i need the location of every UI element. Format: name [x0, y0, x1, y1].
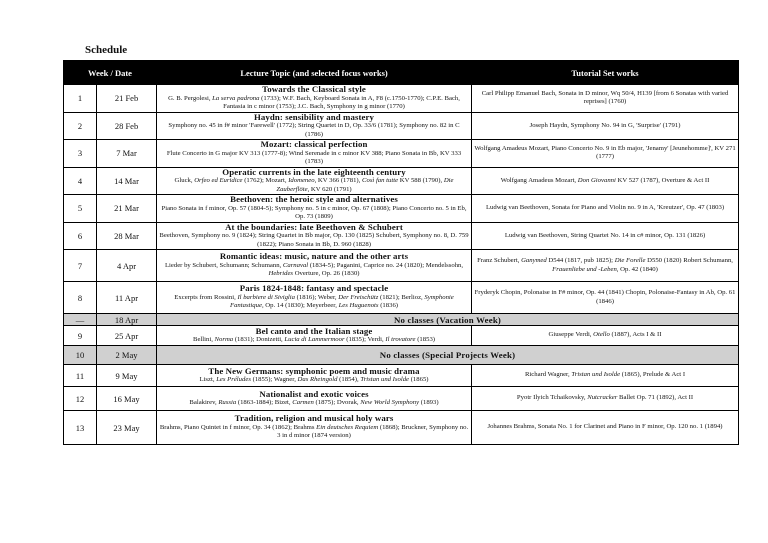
lecture-title: Mozart: classical perfection	[260, 139, 368, 149]
week-date: 18 Apr	[97, 314, 157, 326]
tutorial-cell: Johannes Brahms, Sonata No. 1 for Clarinet and Piano in F minor, Op. 120 no. 1 (1894)	[472, 411, 739, 445]
week-number: 1	[64, 85, 97, 113]
week-date: 23 May	[97, 411, 157, 445]
lecture-works: Flute Concerto in G major KV 313 (1777-8); Wind Serenade in c minor KV 388; Piano Sonata in Bb, KV 333 (1783)	[166, 149, 462, 165]
tutorial-cell: Joseph Haydn, Symphony No. 94 in G, 'Surprise' (1791)	[472, 112, 739, 140]
table-row	[64, 112, 739, 140]
lecture-cell	[157, 195, 472, 223]
no-classes-label: No classes (Special Projects Week)	[157, 346, 739, 365]
week-date: 28 Feb	[97, 112, 157, 140]
week-number: 7	[64, 250, 97, 282]
week-date: 14 Mar	[97, 167, 157, 195]
tutorial-cell: Ludwig van Beethoven, String Quartet No. 14 in c# minor, Op. 131 (1826)	[472, 222, 739, 250]
lecture-title: Romantic ideas: music, nature and the other arts	[219, 251, 409, 262]
lecture-cell	[157, 250, 472, 282]
lecture-title: Bel canto and the Italian stage	[255, 325, 373, 336]
tutorial-cell: Fryderyk Chopin, Polonaise in F# minor, Op. 44 (1841) Chopin, Polonaise-Fantasy in Ab, Op. 61 (1846)	[472, 282, 739, 314]
table-row	[64, 314, 739, 326]
lecture-works: Gluck, Orfeo ed Euridice (1762); Mozart, Idomeneo, KV 366 (1781), Così fan tutte KV 588 (1790), Die Zauberflöte, KV 620 (1791)	[174, 177, 454, 193]
table-row	[64, 365, 739, 387]
table-row	[64, 250, 739, 282]
table-row	[64, 282, 739, 314]
week-date: 9 May	[97, 365, 157, 387]
lecture-works: Balakirev, Russia (1863-1884); Bizet, Carmen (1875); Dvorak, New World Symphony (1893)	[189, 399, 439, 406]
week-number: 8	[64, 282, 97, 314]
lecture-works: Lieder by Schubert, Schumann; Schumann, Carnaval (1834-5); Paganini, Caprice no. 24 (1820); Mendelssohn, Hebrides Overture, Op. 26 (1830)	[164, 261, 464, 278]
week-date: 2 May	[97, 346, 157, 365]
lecture-cell	[157, 222, 472, 250]
lecture-works: G. B. Pergolesi, La serva padrona (1733); W.F. Bach, Keyboard Sonata in A, F8 (c.1750-1770); C.P.E. Bach, Fantasia in c minor (1753); J.C. Bach, Symphony in g minor (1770)	[168, 94, 460, 110]
lecture-cell	[157, 387, 472, 411]
lecture-title: The New Germans: symphonic poem and music drama	[208, 365, 420, 376]
lecture-works: Excerpts from Rossini, Il barbiere di Siviglia (1816); Weber, Der Freischütz (1821); Berlioz, Symphonie Fantastique, Op. 14 (1830); Meyerbeer, Les Huguenots (1836)	[174, 293, 454, 310]
lecture-works: Bellini, Norma (1831); Donizetti, Lucia di Lammermoor (1835); Verdi, Il trovatore (1853)	[192, 336, 436, 343]
lecture-title: Beethoven: the heroic style and alternatives	[230, 194, 398, 204]
lecture-cell	[157, 326, 472, 346]
lecture-title: Towards the Classical style	[262, 84, 366, 94]
week-date: 4 Apr	[97, 250, 157, 282]
table-row	[64, 85, 739, 113]
lecture-cell	[157, 365, 472, 387]
week-date: 21 Feb	[97, 85, 157, 113]
lecture-works: Liszt, Les Préludes (1855); Wagner, Das Rheingold (1854), Tristan und Isolde (1865)	[199, 376, 429, 383]
table-row	[64, 167, 739, 195]
lecture-works: Brahms, Piano Quintet in f minor, Op. 34 (1862); Brahms Ein deutsches Requiem (1868); Bruckner, Symphony no. 3 in d minor (1874 version)	[159, 423, 469, 440]
week-number: 11	[64, 365, 97, 387]
lecture-title: Operatic currents in the late eighteenth century	[222, 167, 406, 177]
lecture-cell	[157, 112, 472, 140]
table-row	[64, 195, 739, 223]
header-row	[64, 61, 739, 85]
week-date: 28 Mar	[97, 222, 157, 250]
lecture-cell	[157, 85, 472, 113]
tutorial-cell: Ludwig van Beethoven, Sonata for Piano and Violin no. 9 in A, 'Kreutzer', Op. 47 (1803)	[472, 195, 739, 223]
tutorial-cell: Richard Wagner, Tristan und Isolde (1865), Prelude & Act I	[472, 365, 739, 387]
no-classes-label: No classes (Vacation Week)	[157, 314, 739, 326]
week-date: 7 Mar	[97, 140, 157, 168]
header-tutorial: Tutorial Set works	[472, 61, 739, 85]
table-row	[64, 411, 739, 445]
tutorial-cell: Wolfgang Amadeus Mozart, Don Giovanni KV 527 (1787), Overture & Act II	[472, 167, 739, 195]
lecture-title: Haydn: sensibility and mastery	[253, 112, 375, 122]
table-row	[64, 222, 739, 250]
tutorial-cell: Carl Philipp Emanuel Bach, Sonata in D minor, Wq 50/4, H139 [from 6 Sonatas with varied reprises] (1760)	[472, 85, 739, 113]
tutorial-cell: Pyotr Ilyich Tchaikovsky, Nutcracker Ballet Op. 71 (1892), Act II	[472, 387, 739, 411]
lecture-cell	[157, 411, 472, 445]
header-week: Week / Date	[64, 61, 157, 85]
week-number: 10	[64, 346, 97, 365]
lecture-cell	[157, 282, 472, 314]
header-lecture: Lecture Topic (and selected focus works)	[157, 61, 472, 85]
lecture-works: Symphony no. 45 in f# minor 'Farewell' (1772); String Quartet in D, Op. 33/6 (1781); Symphony no. 82 in C (1786)	[168, 122, 460, 138]
week-number: 4	[64, 167, 97, 195]
lecture-cell	[157, 140, 472, 168]
table-row	[64, 326, 739, 346]
tutorial-cell: Franz Schubert, Ganymed D544 (1817, pub 1825); Die Forelle D550 (1820) Robert Schumann, Frauenliebe und -Leben, Op. 42 (1840)	[472, 250, 739, 282]
week-number: 13	[64, 411, 97, 445]
week-date: 16 May	[97, 387, 157, 411]
week-number: —	[64, 314, 97, 326]
table-row	[64, 346, 739, 365]
week-number: 2	[64, 112, 97, 140]
lecture-works: Beethoven, Symphony no. 9 (1824); String Quartet in Bb major, Op. 130 (1825) Schubert, Symphony no. 8, D. 759 (1822); Piano Sonata in Bb, D. 960 (1828)	[159, 232, 469, 248]
week-number: 3	[64, 140, 97, 168]
lecture-cell	[157, 167, 472, 195]
schedule-body	[64, 85, 739, 445]
week-date: 21 Mar	[97, 195, 157, 223]
week-number: 12	[64, 387, 97, 411]
tutorial-cell: Wolfgang Amadeus Mozart, Piano Concerto No. 9 in Eb major, 'Jenamy' [Jeunehomme]', KV 271 (1777)	[472, 140, 739, 168]
lecture-title: At the boundaries: late Beethoven & Schubert	[225, 222, 403, 232]
lecture-works: Piano Sonata in f minor, Op. 57 (1804-5); Symphony no. 5 in c minor, Op. 67 (1808); Piano Concerto no. 5 in Eb, Op. 73 (1809)	[161, 204, 467, 220]
page-title: Schedule	[85, 44, 128, 56]
lecture-title: Tradition, religion and musical holy wars	[234, 413, 394, 424]
tutorial-cell: Giuseppe Verdi, Otello (1887), Acts I & II	[472, 326, 739, 346]
table-row	[64, 387, 739, 411]
table-row	[64, 140, 739, 168]
schedule-table	[63, 60, 739, 445]
week-number: 6	[64, 222, 97, 250]
lecture-title: Nationalist and exotic voices	[259, 388, 369, 399]
week-date: 11 Apr	[97, 282, 157, 314]
lecture-title: Paris 1824-1848: fantasy and spectacle	[239, 283, 389, 294]
week-number: 9	[64, 326, 97, 346]
week-number: 5	[64, 195, 97, 223]
week-date: 25 Apr	[97, 326, 157, 346]
